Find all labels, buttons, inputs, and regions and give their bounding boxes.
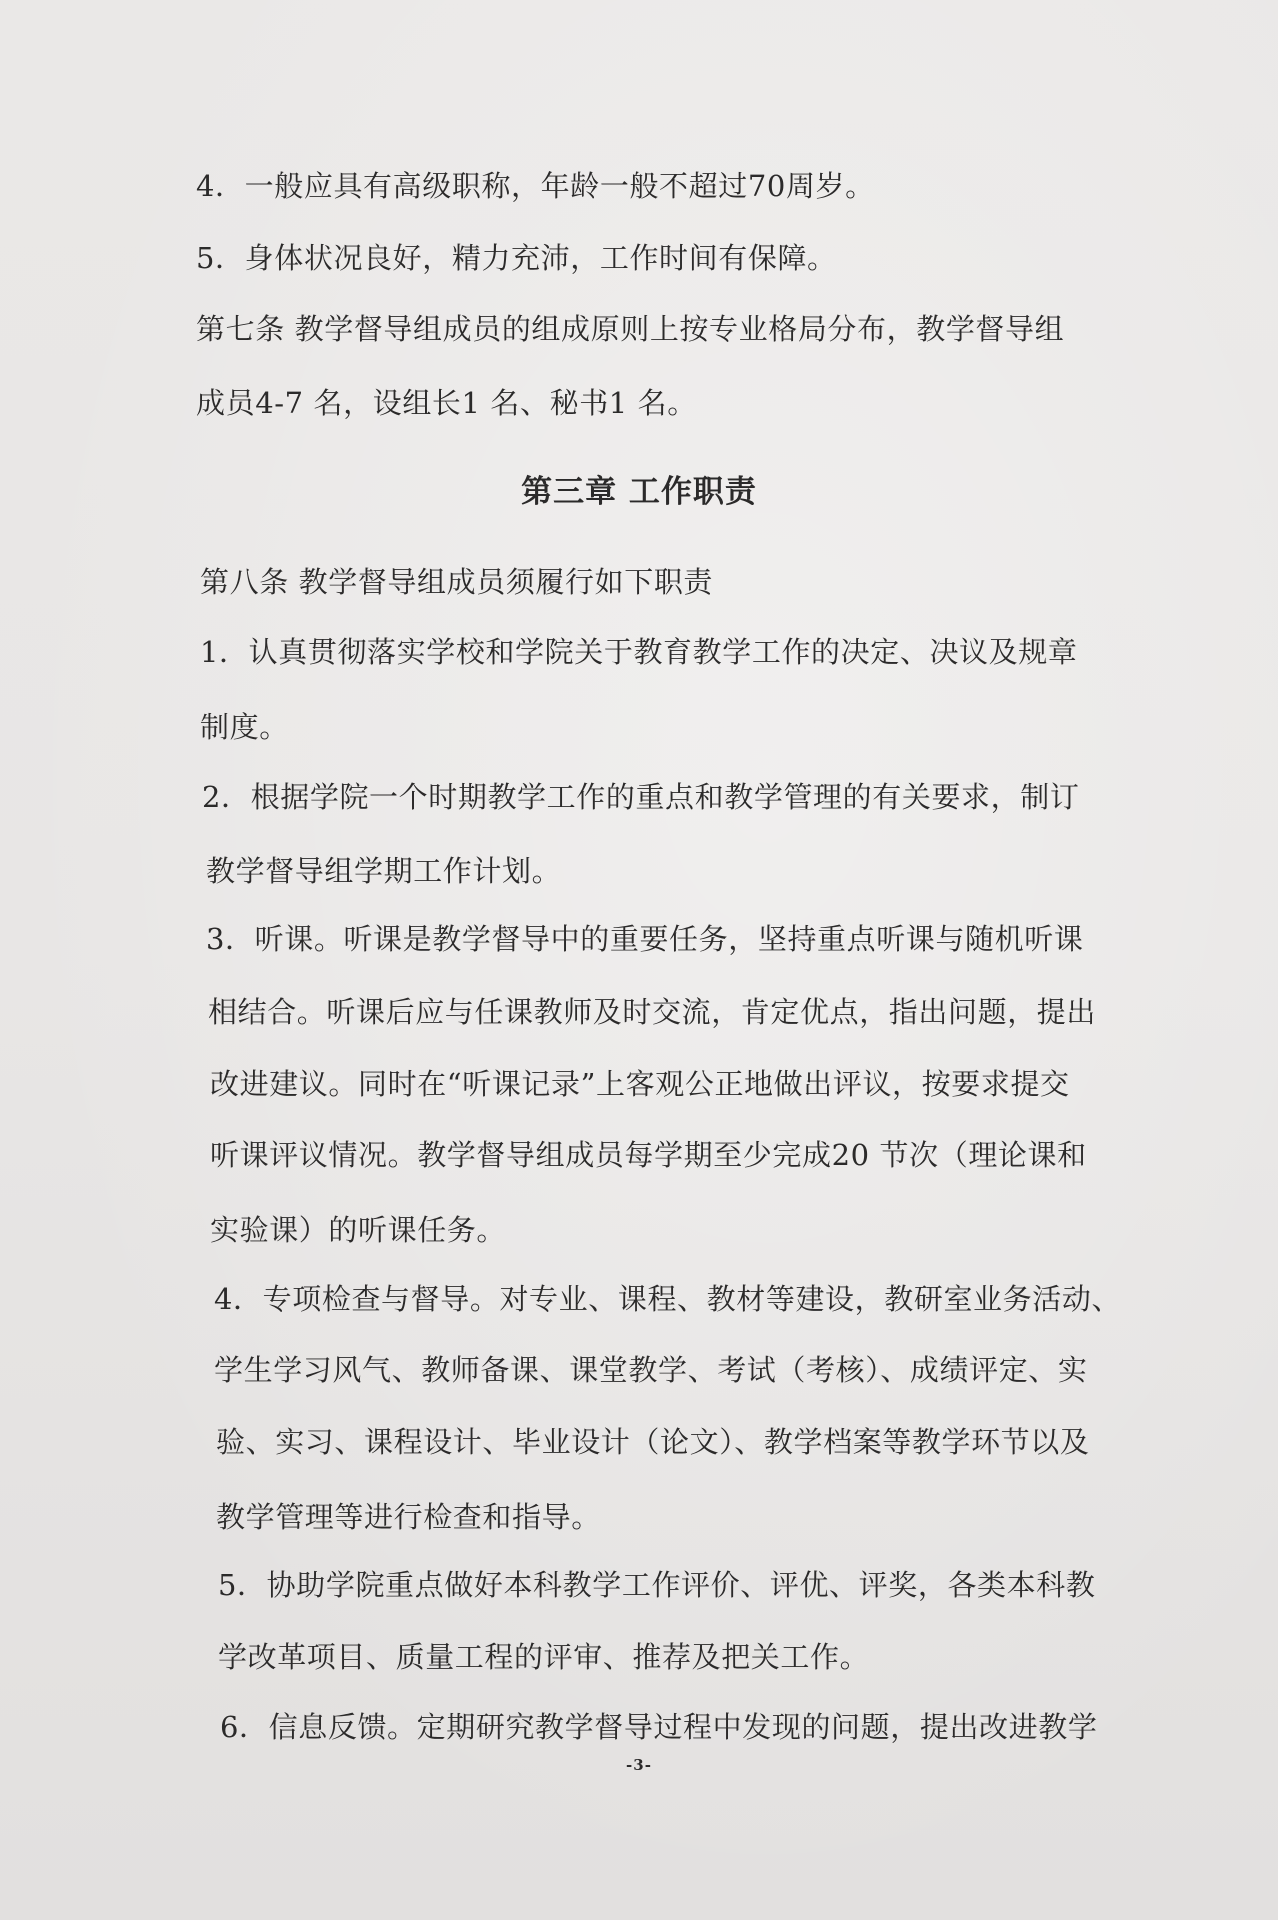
page-number: -3- <box>626 1756 652 1774</box>
text-line: 听课评议情况。教学督导组成员每学期至少完成20 节次（理论课和 <box>210 1138 1087 1172</box>
text-line: 教学督导组学期工作计划。 <box>206 854 562 888</box>
text-line: 相结合。听课后应与任课教师及时交流，肯定优点，指出问题，提出 <box>208 995 1097 1029</box>
text-line: 2．根据学院一个时期教学工作的重点和教学管理的有关要求，制订 <box>202 780 1080 814</box>
text-line: 学改革项目、质量工程的评审、推荐及把关工作。 <box>218 1640 870 1674</box>
text-line: 验、实习、课程设计、毕业设计（论文）、教学档案等教学环节以及 <box>216 1425 1090 1459</box>
text-line: 实验课）的听课任务。 <box>210 1213 507 1247</box>
text-line: 1．认真贯彻落实学校和学院关于教育教学工作的决定、决议及规章 <box>200 635 1078 669</box>
text-line: 学生学习风气、教师备课、课堂教学、考试（考核）、成绩评定、实 <box>214 1353 1088 1387</box>
text-line: 教学管理等进行检查和指导。 <box>216 1500 601 1534</box>
text-line: 4．专项检查与督导。对专业、课程、教材等建设，教研室业务活动、 <box>214 1282 1122 1316</box>
chapter-heading: 第三章 工作职责 <box>521 474 757 510</box>
text-line: 成员4-7 名，设组长1 名、秘书1 名。 <box>196 386 697 420</box>
text-line: 5．协助学院重点做好本科教学工作评价、评优、评奖，各类本科教 <box>218 1568 1096 1602</box>
text-line: 4．一般应具有高级职称，年龄一般不超过70周岁。 <box>196 169 875 203</box>
text-line: 6．信息反馈。定期研究教学督导过程中发现的问题，提出改进教学 <box>220 1710 1098 1744</box>
text-line: 3．听课。听课是教学督导中的重要任务，坚持重点听课与随机听课 <box>206 922 1084 956</box>
text-line: 改进建议。同时在“听课记录”上客观公正地做出评议，按要求提交 <box>210 1067 1070 1101</box>
text-line: 制度。 <box>200 710 289 744</box>
text-line: 第八条 教学督导组成员须履行如下职责 <box>200 565 714 599</box>
text-line: 5．身体状况良好，精力充沛，工作时间有保障。 <box>196 241 837 275</box>
text-line: 第七条 教学督导组成员的组成原则上按专业格局分布，教学督导组 <box>196 312 1065 346</box>
